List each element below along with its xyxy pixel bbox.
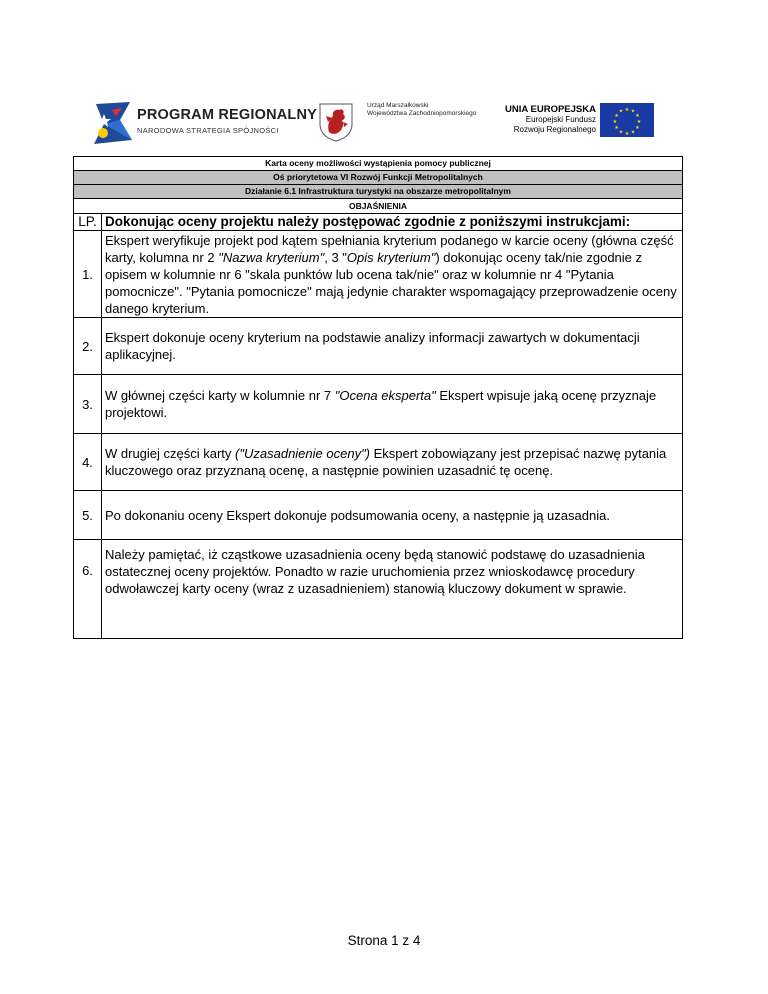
row-text-part: , 3 ": [324, 249, 347, 265]
row-number: 6.: [74, 540, 102, 639]
program-subtitle: NARODOWA STRATEGIA SPÓJNOŚCI: [137, 126, 279, 135]
svg-text:★: ★: [630, 108, 636, 115]
row-text-quote: ("Uzasadnienie oceny"): [235, 446, 371, 461]
row-number: 3.: [74, 375, 102, 434]
row-number: 2.: [74, 318, 102, 375]
svg-text:★: ★: [618, 129, 624, 136]
card-title-row: [74, 157, 683, 171]
svg-text:★: ★: [636, 119, 642, 125]
row-text-part: Ekspert weryfikuje projekt pod kątem spełniania kryterium podanego w karcie oceny (główna część karty, kolumna nr 2: [105, 232, 674, 265]
svg-text:★: ★: [618, 108, 624, 115]
zachodniopomorskie-crest-icon: [317, 102, 355, 142]
row-text-part: Ekspert wpisuje jaką ocenę przyznaje projektowi.: [105, 388, 657, 420]
table-row: [74, 491, 683, 540]
row-text-part: Ekspert zobowiązany jest przepisać nazwę pytania kluczowego oraz przyznaną ocenę, a następnie powinien uzasadnić tę ocenę.: [105, 446, 667, 478]
instruction-header: Dokonując oceny projektu należy postępować zgodnie z poniższymi instrukcjami:: [102, 214, 683, 231]
svg-text:★: ★: [624, 131, 630, 137]
urzad-line-2: Województwa Zachodniopomorskiego: [367, 110, 477, 117]
svg-text:★: ★: [612, 119, 618, 125]
row-text-part: W drugiej części karty: [105, 446, 236, 461]
row-text-quote: Opis kryterium": [346, 249, 436, 265]
logo-bar: [0, 98, 768, 150]
row-text: [102, 375, 683, 434]
svg-text:★: ★: [614, 113, 619, 119]
explanations-row: [74, 199, 683, 214]
action-title: Działanie 6.1 Infrastruktura turystyki na obszarze metropolitalnym: [74, 185, 683, 199]
row-text: Ekspert dokonuje oceny kryterium na podstawie analizy informacji zawartych w dokumentacji aplikacyjnej.: [102, 318, 683, 375]
program-regionalny-logo: [90, 100, 318, 146]
priority-axis: Oś priorytetowa VI Rozwój Funkcji Metropolitalnych: [74, 171, 683, 185]
svg-text:★: ★: [635, 125, 640, 131]
row-text: Po dokonaniu oceny Ekspert dokonuje podsumowania oceny, a następnie ją uzasadnia.: [102, 491, 683, 540]
svg-text:★: ★: [614, 125, 619, 131]
row-number: 1.: [74, 231, 102, 318]
row-text-part: ) dokonując oceny tak/nie zgodnie z opisem w kolumnie nr 6 "skala punktów lub ocena tak/nie" oraz w kolumnie nr 4 "Pytania pomocnicze". "Pytania pomocnicze" mają jedynie charakter wspomagający przeprowadzenie oceny danego kryterium.: [105, 249, 677, 316]
program-regionalny-logo-icon: [90, 100, 134, 146]
table-row: [74, 375, 683, 434]
row-text: [102, 434, 683, 491]
instructions-table: [73, 156, 683, 639]
row-number: 5.: [74, 491, 102, 540]
axis-row: [74, 171, 683, 185]
row-text-quote: "Nazwa kryterium": [218, 249, 325, 265]
eu-flag-icon: [600, 103, 654, 137]
program-title: PROGRAM REGIONALNY: [137, 107, 318, 123]
eu-title: UNIA EUROPEJSKA: [505, 104, 596, 115]
lp-header: LP.: [74, 214, 102, 231]
card-title: Karta oceny możliwości wystąpienia pomocy publicznej: [74, 157, 683, 171]
row-text-quote: "Ocena eksperta": [334, 388, 436, 403]
eu-label: [488, 104, 596, 135]
urzad-line-1: Urząd Marszałkowski: [367, 102, 429, 109]
row-text: [102, 231, 683, 318]
svg-text:★: ★: [624, 107, 630, 113]
table-row: [74, 540, 683, 639]
eu-fund-line-2: Rozwoju Regionalnego: [513, 125, 596, 134]
svg-text:★: ★: [635, 113, 640, 119]
row-text: Należy pamiętać, iż cząstkowe uzasadnienia oceny będą stanowić podstawę do uzasadnienia ostatecznej oceny projektów. Ponadto w razie uruchomienia przez wnioskodawcę procedury odwoławczej karty oceny (wraz z uzasadnieniem) stanowią kluczowy dokument w sprawie.: [102, 540, 683, 639]
table-header-row: [74, 214, 683, 231]
table-row: [74, 318, 683, 375]
explanations-heading: OBJAŚNIENIA: [74, 199, 683, 214]
table-row: [74, 434, 683, 491]
table-row: [74, 231, 683, 318]
urzad-marszalkowski-label: [367, 102, 476, 118]
svg-text:★: ★: [630, 129, 636, 136]
page-number: Strona 1 z 4: [347, 933, 421, 948]
action-row: [74, 185, 683, 199]
eu-fund-line-1: Europejski Fundusz: [525, 115, 596, 124]
row-number: 4.: [74, 434, 102, 491]
row-text-part: W głównej części karty w kolumnie nr 7: [105, 388, 335, 403]
